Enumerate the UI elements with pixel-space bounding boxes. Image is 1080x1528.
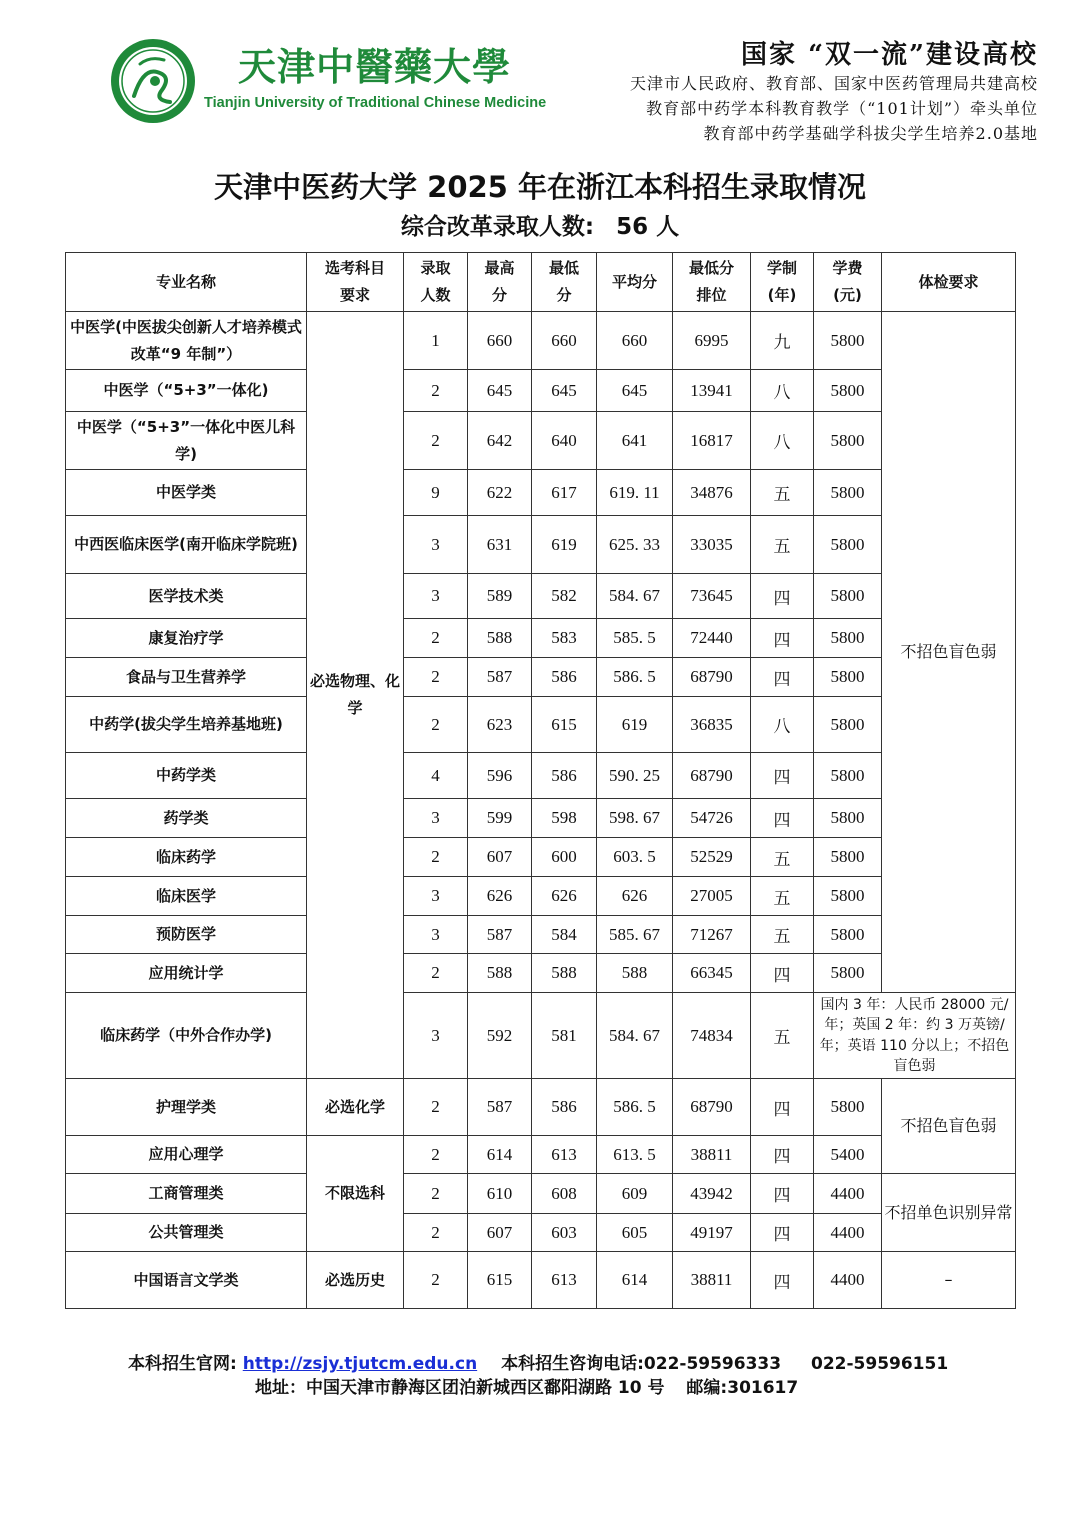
- avg-score: 588: [597, 954, 673, 993]
- table-row: [66, 838, 1016, 877]
- admit-count: 3: [404, 516, 468, 574]
- study-years: 五: [751, 916, 814, 954]
- major-name: 康复治疗学: [66, 619, 307, 658]
- avg-score: 626: [597, 877, 673, 916]
- tuition-fee: 4400: [814, 1174, 882, 1214]
- phone-number-1: 022-59596333: [643, 1354, 782, 1374]
- table-row: [66, 1079, 1016, 1136]
- page-header: [0, 0, 1080, 160]
- max-score: 623: [468, 697, 532, 753]
- col-header-years: 学制 (年): [751, 253, 814, 312]
- admissions-site-link[interactable]: http://zsjy.tjutcm.edu.cn: [242, 1354, 478, 1374]
- table-row: [66, 658, 1016, 697]
- major-name: 中医学类: [66, 470, 307, 516]
- major-name: 中医学(中医拔尖创新人才培养模式改革“9 年制”）: [66, 312, 307, 370]
- admission-total-label: 综合改革录取人数:: [400, 214, 595, 240]
- tuition-fee: 5800: [814, 312, 882, 370]
- table-header-row: [66, 253, 1016, 312]
- university-name-en: Tianjin University of Traditional Chinese Medicine: [204, 95, 547, 111]
- min-score: 600: [532, 838, 597, 877]
- min-rank: 38811: [673, 1136, 751, 1174]
- study-years: 四: [751, 1136, 814, 1174]
- table-row: [66, 312, 1016, 370]
- study-years: 八: [751, 370, 814, 412]
- max-score: 614: [468, 1136, 532, 1174]
- study-years: 四: [751, 799, 814, 838]
- table-row: [66, 619, 1016, 658]
- min-rank: 54726: [673, 799, 751, 838]
- table-row: [66, 1252, 1016, 1309]
- table-row: [66, 516, 1016, 574]
- major-name: 公共管理类: [66, 1214, 307, 1252]
- avg-score: 590. 25: [597, 753, 673, 799]
- avg-score: 598. 67: [597, 799, 673, 838]
- max-score: 596: [468, 753, 532, 799]
- avg-score: 609: [597, 1174, 673, 1214]
- admit-count: 2: [404, 954, 468, 993]
- min-rank: 16817: [673, 412, 751, 470]
- col-header-major: 专业名称: [66, 253, 307, 312]
- min-rank: 27005: [673, 877, 751, 916]
- major-name: 应用统计学: [66, 954, 307, 993]
- max-score: 588: [468, 954, 532, 993]
- tuition-fee: 5400: [814, 1136, 882, 1174]
- min-score: 660: [532, 312, 597, 370]
- max-score: 615: [468, 1252, 532, 1309]
- max-score: 589: [468, 574, 532, 619]
- admission-total-value: 56 人: [616, 214, 680, 240]
- table-row: [66, 1174, 1016, 1214]
- min-score: 626: [532, 877, 597, 916]
- tuition-fee: 5800: [814, 470, 882, 516]
- max-score: 607: [468, 1214, 532, 1252]
- admit-count: 1: [404, 312, 468, 370]
- site-label: 本科招生官网:: [128, 1354, 237, 1374]
- major-name: 临床医学: [66, 877, 307, 916]
- major-name: 临床药学: [66, 838, 307, 877]
- major-name: 中医学（“5+3”一体化中医儿科学): [66, 412, 307, 470]
- min-score: 584: [532, 916, 597, 954]
- min-score: 615: [532, 697, 597, 753]
- col-header-count: 录取 人数: [404, 253, 468, 312]
- min-score: 613: [532, 1252, 597, 1309]
- health-requirement: –: [882, 1252, 1016, 1309]
- tuition-fee: 5800: [814, 1079, 882, 1136]
- study-years: 四: [751, 658, 814, 697]
- study-years: 四: [751, 753, 814, 799]
- table-row: [66, 877, 1016, 916]
- university-name-cn: 天津中醫藥大學: [238, 44, 512, 89]
- study-years: 四: [751, 1252, 814, 1309]
- min-rank: 6995: [673, 312, 751, 370]
- avg-score: 586. 5: [597, 1079, 673, 1136]
- phone-number-2: 022-59596151: [811, 1354, 949, 1374]
- tuition-fee: 5800: [814, 799, 882, 838]
- major-name: 食品与卫生营养学: [66, 658, 307, 697]
- table-row: [66, 412, 1016, 470]
- subject-requirement: 必选历史: [307, 1252, 404, 1309]
- max-score: 587: [468, 916, 532, 954]
- table-row: [66, 370, 1016, 412]
- col-header-min: 最低 分: [532, 253, 597, 312]
- tuition-fee: 5800: [814, 412, 882, 470]
- max-score: 645: [468, 370, 532, 412]
- min-rank: 13941: [673, 370, 751, 412]
- max-score: 622: [468, 470, 532, 516]
- min-rank: 52529: [673, 838, 751, 877]
- min-score: 608: [532, 1174, 597, 1214]
- max-score: 599: [468, 799, 532, 838]
- health-requirement: 不招色盲色弱: [882, 312, 1016, 993]
- study-years: 八: [751, 412, 814, 470]
- max-score: 631: [468, 516, 532, 574]
- col-header-subject: 选考科目 要求: [307, 253, 404, 312]
- admit-count: 2: [404, 370, 468, 412]
- col-header-avg: 平均分: [597, 253, 673, 312]
- admission-total: [0, 208, 1080, 241]
- min-score: 640: [532, 412, 597, 470]
- study-years: 四: [751, 1174, 814, 1214]
- major-name: 中西医临床医学(南开临床学院班): [66, 516, 307, 574]
- subject-requirement: 不限选科: [307, 1136, 404, 1252]
- major-name: 中药学类: [66, 753, 307, 799]
- table-row: [66, 916, 1016, 954]
- study-years: 九: [751, 312, 814, 370]
- admit-count: 2: [404, 697, 468, 753]
- major-name: 中国语言文学类: [66, 1252, 307, 1309]
- table-row: [66, 954, 1016, 993]
- min-score: 603: [532, 1214, 597, 1252]
- min-score: 619: [532, 516, 597, 574]
- major-name: 临床药学（中外合作办学): [66, 993, 307, 1079]
- min-rank: 38811: [673, 1252, 751, 1309]
- avg-score: 584. 67: [597, 574, 673, 619]
- min-rank: 68790: [673, 753, 751, 799]
- major-name: 工商管理类: [66, 1174, 307, 1214]
- admit-count: 2: [404, 619, 468, 658]
- study-years: 四: [751, 1214, 814, 1252]
- header-line-1: 天津市人民政府、教育部、国家中医药管理局共建高校: [629, 74, 1038, 93]
- admit-count: 2: [404, 1136, 468, 1174]
- study-years: 五: [751, 877, 814, 916]
- table-row: [66, 753, 1016, 799]
- min-score: 645: [532, 370, 597, 412]
- min-score: 586: [532, 753, 597, 799]
- min-score: 617: [532, 470, 597, 516]
- min-score: 613: [532, 1136, 597, 1174]
- admit-count: 3: [404, 574, 468, 619]
- major-name: 应用心理学: [66, 1136, 307, 1174]
- page-title: 天津中医药大学 2025 年在浙江本科招生录取情况: [214, 170, 866, 204]
- tuition-fee: 5800: [814, 838, 882, 877]
- col-header-health: 体检要求: [882, 253, 1016, 312]
- min-score: 598: [532, 799, 597, 838]
- tuition-fee: 5800: [814, 954, 882, 993]
- avg-score: 605: [597, 1214, 673, 1252]
- zip-label: 邮编:: [686, 1378, 728, 1398]
- max-score: 588: [468, 619, 532, 658]
- zip-code: 301617: [727, 1378, 799, 1398]
- avg-score: 585. 5: [597, 619, 673, 658]
- admission-table: [65, 252, 1016, 1309]
- max-score: 587: [468, 1079, 532, 1136]
- avg-score: 625. 33: [597, 516, 673, 574]
- avg-score: 619. 11: [597, 470, 673, 516]
- tuition-fee: 5800: [814, 658, 882, 697]
- major-name: 中医学（“5+3”一体化): [66, 370, 307, 412]
- min-rank: 36835: [673, 697, 751, 753]
- avg-score: 645: [597, 370, 673, 412]
- min-score: 581: [532, 993, 597, 1079]
- tuition-fee: 5800: [814, 916, 882, 954]
- admit-count: 2: [404, 838, 468, 877]
- admit-count: 3: [404, 877, 468, 916]
- max-score: 626: [468, 877, 532, 916]
- col-header-max: 最高 分: [468, 253, 532, 312]
- avg-score: 603. 5: [597, 838, 673, 877]
- avg-score: 614: [597, 1252, 673, 1309]
- admit-count: 3: [404, 916, 468, 954]
- health-requirement: 不招色盲色弱: [882, 1079, 1016, 1174]
- tuition-fee: 5800: [814, 516, 882, 574]
- admit-count: 9: [404, 470, 468, 516]
- study-years: 四: [751, 574, 814, 619]
- tuition-fee: 4400: [814, 1214, 882, 1252]
- study-years: 四: [751, 954, 814, 993]
- max-score: 587: [468, 658, 532, 697]
- tuition-fee: 5800: [814, 697, 882, 753]
- min-rank: 72440: [673, 619, 751, 658]
- min-rank: 71267: [673, 916, 751, 954]
- phone-label: 本科招生咨询电话:: [501, 1354, 644, 1374]
- max-score: 660: [468, 312, 532, 370]
- table-row: [66, 697, 1016, 753]
- min-rank: 73645: [673, 574, 751, 619]
- admit-count: 2: [404, 1214, 468, 1252]
- table-row: [66, 993, 1016, 1079]
- avg-score: 586. 5: [597, 658, 673, 697]
- tuition-fee: 5800: [814, 877, 882, 916]
- study-years: 五: [751, 993, 814, 1079]
- admit-count: 4: [404, 753, 468, 799]
- admit-count: 3: [404, 799, 468, 838]
- tuition-fee: 5800: [814, 619, 882, 658]
- avg-score: 660: [597, 312, 673, 370]
- max-score: 607: [468, 838, 532, 877]
- min-rank: 49197: [673, 1214, 751, 1252]
- tuition-fee: 4400: [814, 1252, 882, 1309]
- slogan-double-first-class: 国家 “双一流”建设高校: [741, 40, 1038, 70]
- header-line-3: 教育部中药学基础学科拔尖学生培养2.0基地: [703, 124, 1038, 143]
- avg-score: 641: [597, 412, 673, 470]
- study-years: 八: [751, 697, 814, 753]
- col-header-fee: 学费 (元): [814, 253, 882, 312]
- study-years: 四: [751, 619, 814, 658]
- avg-score: 585. 67: [597, 916, 673, 954]
- admit-count: 3: [404, 993, 468, 1079]
- table-row: [66, 799, 1016, 838]
- subject-requirement: 必选物理、化学: [307, 312, 404, 1079]
- admit-count: 2: [404, 1252, 468, 1309]
- subject-requirement: 必选化学: [307, 1079, 404, 1136]
- address-text: 中国天津市静海区团泊新城西区鄱阳湖路 10 号: [306, 1378, 665, 1398]
- study-years: 五: [751, 470, 814, 516]
- admit-count: 2: [404, 658, 468, 697]
- major-name: 医学技术类: [66, 574, 307, 619]
- admit-count: 2: [404, 412, 468, 470]
- study-years: 四: [751, 1079, 814, 1136]
- min-score: 586: [532, 658, 597, 697]
- max-score: 642: [468, 412, 532, 470]
- table-row: [66, 470, 1016, 516]
- study-years: 五: [751, 838, 814, 877]
- major-name: 护理学类: [66, 1079, 307, 1136]
- min-score: 586: [532, 1079, 597, 1136]
- footer-contact: [128, 1349, 948, 1374]
- avg-score: 584. 67: [597, 993, 673, 1079]
- min-score: 583: [532, 619, 597, 658]
- footer-address: [255, 1373, 798, 1398]
- tuition-and-health-note: 国内 3 年：人民币 28000 元/年；英国 2 年：约 3 万英镑/年；英语 110 分以上；不招色盲色弱: [814, 993, 1016, 1079]
- col-header-rank: 最低分 排位: [673, 253, 751, 312]
- min-score: 588: [532, 954, 597, 993]
- header-line-2: 教育部中药学本科教育教学（“101计划”）牵头单位: [646, 99, 1038, 118]
- health-requirement: 不招单色识别异常: [882, 1174, 1016, 1252]
- admit-count: 2: [404, 1079, 468, 1136]
- min-rank: 68790: [673, 1079, 751, 1136]
- avg-score: 619: [597, 697, 673, 753]
- table-row: [66, 1136, 1016, 1174]
- table-row: [66, 1214, 1016, 1252]
- min-rank: 74834: [673, 993, 751, 1079]
- admit-count: 2: [404, 1174, 468, 1214]
- min-rank: 43942: [673, 1174, 751, 1214]
- table-row: [66, 574, 1016, 619]
- max-score: 610: [468, 1174, 532, 1214]
- study-years: 五: [751, 516, 814, 574]
- tuition-fee: 5800: [814, 370, 882, 412]
- tuition-fee: 5800: [814, 574, 882, 619]
- min-rank: 66345: [673, 954, 751, 993]
- avg-score: 613. 5: [597, 1136, 673, 1174]
- min-rank: 33035: [673, 516, 751, 574]
- min-score: 582: [532, 574, 597, 619]
- tuition-fee: 5800: [814, 753, 882, 799]
- major-name: 药学类: [66, 799, 307, 838]
- max-score: 592: [468, 993, 532, 1079]
- major-name: 中药学(拔尖学生培养基地班): [66, 697, 307, 753]
- address-label: 地址：: [255, 1378, 306, 1398]
- min-rank: 68790: [673, 658, 751, 697]
- min-rank: 34876: [673, 470, 751, 516]
- university-seal-logo: [110, 38, 196, 124]
- major-name: 预防医学: [66, 916, 307, 954]
